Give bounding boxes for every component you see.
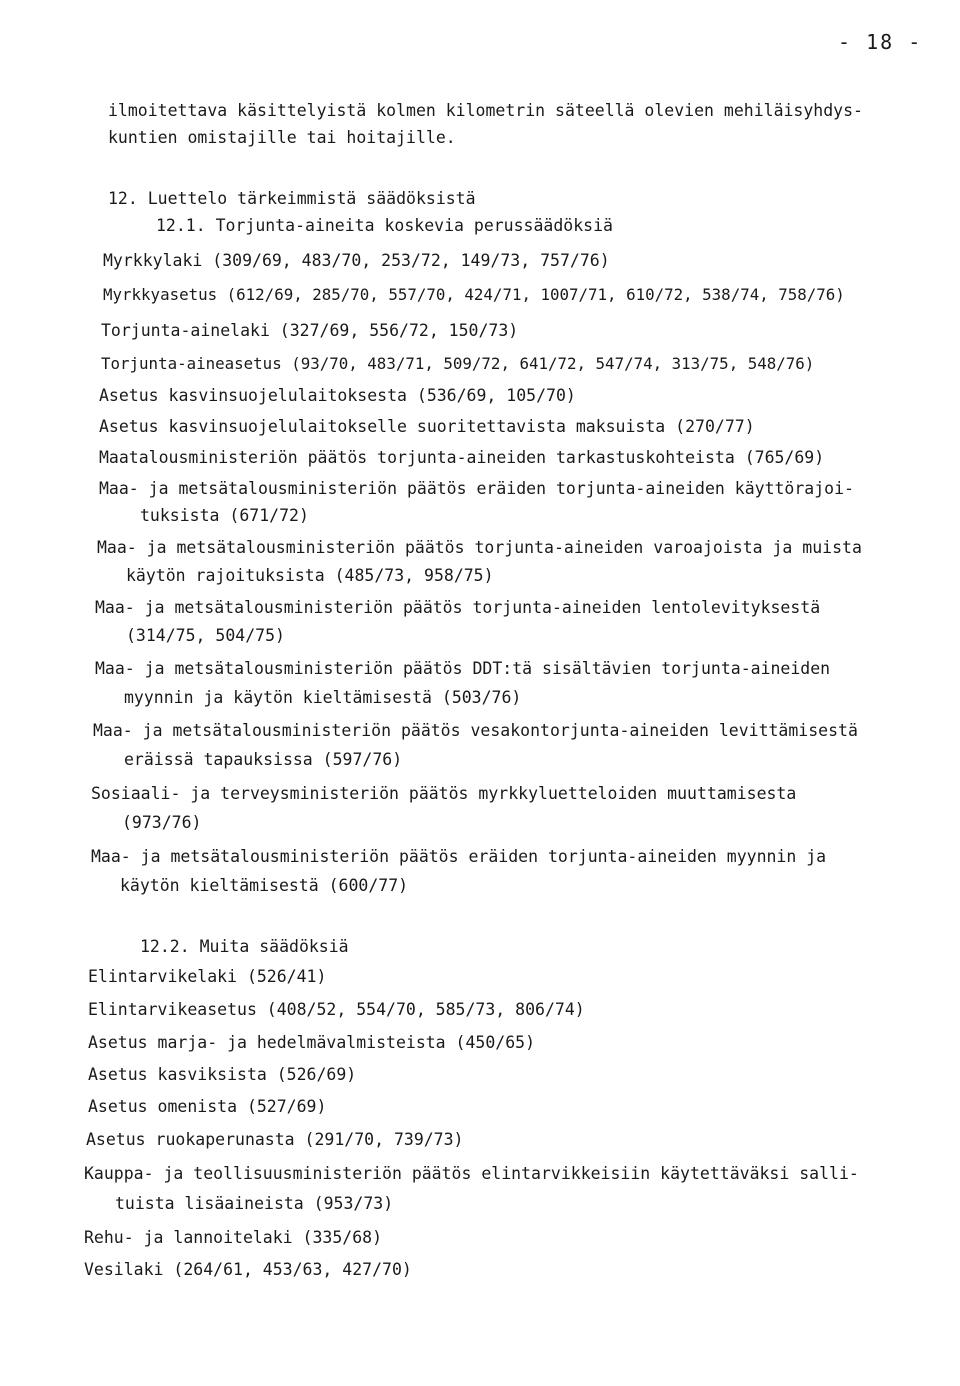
text-line: Maa- ja metsätalousministeriön päätös torjunta-aineiden varoajoista ja muista bbox=[97, 538, 862, 557]
text-line: Maatalousministeriön päätös torjunta-aineiden tarkastuskohteista (765/69) bbox=[99, 448, 825, 467]
text-line: eräissä tapauksissa (597/76) bbox=[124, 750, 403, 769]
text-line: myynnin ja käytön kieltämisestä (503/76) bbox=[124, 688, 522, 707]
text-line: Maa- ja metsätalousministeriön päätös eräiden torjunta-aineiden myynnin ja bbox=[91, 847, 827, 866]
text-line: Asetus kasviksista (526/69) bbox=[88, 1065, 357, 1084]
text-line: Asetus kasvinsuojelulaitoksesta (536/69, 105/70) bbox=[99, 386, 576, 405]
text-line: käytön rajoituksista (485/73, 958/75) bbox=[126, 566, 494, 585]
subsection-heading: 12.2. Muita säädöksiä bbox=[140, 937, 349, 956]
section-heading: 12. Luettelo tärkeimmistä säädöksistä bbox=[108, 189, 476, 208]
text-line: Myrkkylaki (309/69, 483/70, 253/72, 149/73, 757/76) bbox=[103, 251, 610, 270]
text-line: Myrkkyasetus (612/69, 285/70, 557/70, 424/71, 1007/71, 610/72, 538/74, 758/76) bbox=[103, 285, 845, 304]
text-line: (314/75, 504/75) bbox=[126, 626, 285, 645]
text-line: Maa- ja metsätalousministeriön päätös DDT:tä sisältävien torjunta-aineiden bbox=[95, 659, 831, 678]
text-line: Elintarvikeasetus (408/52, 554/70, 585/73, 806/74) bbox=[88, 1000, 585, 1019]
text-line: käytön kieltämisestä (600/77) bbox=[120, 876, 409, 895]
text-line: Maa- ja metsätalousministeriön päätös torjunta-aineiden lentolevityksestä bbox=[95, 598, 821, 617]
text-line: Elintarvikelaki (526/41) bbox=[88, 967, 327, 986]
text-line: Torjunta-ainelaki (327/69, 556/72, 150/73) bbox=[101, 321, 519, 340]
page-number: - 18 - bbox=[838, 30, 923, 54]
text-line: Sosiaali- ja terveysministeriön päätös myrkkyluetteloiden muuttamisesta bbox=[91, 784, 797, 803]
text-line: kuntien omistajille tai hoitajille. bbox=[108, 128, 456, 147]
text-line: (973/76) bbox=[122, 813, 202, 832]
text-line: Maa- ja metsätalousministeriön päätös vesakontorjunta-aineiden levittämisestä bbox=[93, 721, 858, 740]
text-line: Asetus omenista (527/69) bbox=[88, 1097, 327, 1116]
text-line: ilmoitettava käsittelyistä kolmen kilometrin säteellä olevien mehiläisyhdys- bbox=[108, 101, 863, 120]
text-line: tuista lisäaineista (953/73) bbox=[115, 1194, 394, 1213]
text-line: Vesilaki (264/61, 453/63, 427/70) bbox=[84, 1260, 412, 1279]
subsection-heading: 12.1. Torjunta-aineita koskevia perussäädöksiä bbox=[156, 216, 613, 235]
text-line: Asetus kasvinsuojelulaitokselle suoritettavista maksuista (270/77) bbox=[99, 417, 755, 436]
text-line: tuksista (671/72) bbox=[140, 506, 309, 525]
text-line: Kauppa- ja teollisuusministeriön päätös elintarvikkeisiin käytettäväksi salli- bbox=[84, 1164, 859, 1183]
text-line: Torjunta-aineasetus (93/70, 483/71, 509/72, 641/72, 547/74, 313/75, 548/76) bbox=[101, 354, 815, 373]
text-line: Asetus marja- ja hedelmävalmisteista (450/65) bbox=[88, 1033, 536, 1052]
text-line: Asetus ruokaperunasta (291/70, 739/73) bbox=[86, 1130, 464, 1149]
text-line: Rehu- ja lannoitelaki (335/68) bbox=[84, 1228, 383, 1247]
text-line: Maa- ja metsätalousministeriön päätös eräiden torjunta-aineiden käyttörajoi- bbox=[99, 479, 854, 498]
